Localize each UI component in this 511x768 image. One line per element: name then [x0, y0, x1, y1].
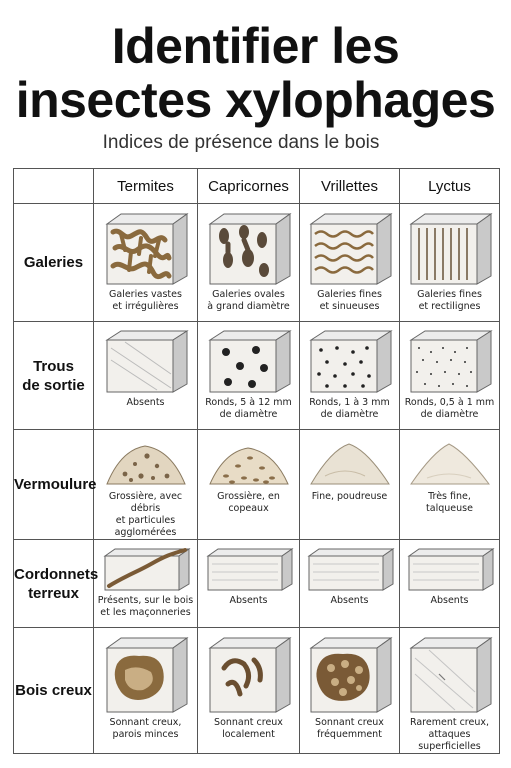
straight-galleries-illustration	[405, 210, 495, 286]
table-row-vermoulure	[14, 430, 500, 540]
caption-vermoulure-termites: Grossière, avec débris et particules agglomérées	[108, 491, 183, 538]
caption-galeries-vrillettes: Galeries fines et sinueuses	[317, 289, 382, 312]
hollow-block-illustration	[101, 634, 191, 714]
row-label-galeries: Galeries	[14, 204, 94, 322]
oval-galleries-illustration	[204, 210, 294, 286]
coarse-debris-pile-illustration	[101, 436, 191, 488]
cell-vermoulure-capricornes	[198, 430, 300, 540]
cell-bois-creux-vrillettes	[300, 628, 400, 754]
row-label-cordonnets: Cordonnets terreux	[14, 540, 94, 628]
table-row-trous	[14, 322, 500, 430]
cell-cordonnets-lyctus	[400, 540, 500, 628]
cell-vermoulure-vrillettes	[300, 430, 400, 540]
powder-pile-illustration	[305, 436, 395, 488]
caption-trous-capricornes: Ronds, 5 à 12 mm de diamètre	[205, 397, 292, 420]
cell-cordonnets-capricornes	[198, 540, 300, 628]
caption-galeries-capricornes: Galeries ovales à grand diamètre	[207, 289, 290, 312]
table-row-cordonnets	[14, 540, 500, 628]
page-title-line1: Identifier les	[111, 18, 400, 74]
cell-galeries-vrillettes	[300, 204, 400, 322]
cell-vermoulure-lyctus	[400, 430, 500, 540]
row-label-vermoulure: Vermoulure	[14, 430, 94, 540]
caption-bois-creux-lyctus: Rarement creux, attaques superficielles	[409, 717, 490, 752]
cell-trous-capricornes	[198, 322, 300, 430]
caption-trous-termites: Absents	[126, 397, 165, 408]
row-label-trous: Trous de sortie	[14, 322, 94, 430]
talc-pile-illustration	[405, 436, 495, 488]
caption-cordonnets-capricornes: Absents	[229, 595, 268, 606]
caption-vermoulure-vrillettes: Fine, poudreuse	[311, 491, 388, 502]
caption-galeries-lyctus: Galeries fines et rectilignes	[417, 289, 482, 312]
small-holes-illustration	[305, 328, 395, 394]
header-row	[14, 169, 500, 204]
caption-trous-lyctus: Ronds, 0,5 à 1 mm de diamètre	[404, 397, 495, 420]
cell-trous-vrillettes	[300, 322, 400, 430]
earth-tube-board-illustration	[101, 546, 191, 592]
irregular-galleries-illustration	[101, 210, 191, 286]
cell-bois-creux-capricornes	[198, 628, 300, 754]
column-header-termites: Termites	[94, 169, 198, 204]
column-header-lyctus: Lyctus	[400, 169, 500, 204]
frequent-hollow-block-illustration	[305, 634, 395, 714]
caption-vermoulure-lyctus: Très fine, talqueuse	[426, 491, 473, 514]
plain-block-illustration	[101, 328, 191, 394]
column-header-vrillettes: Vrillettes	[300, 169, 400, 204]
tiny-holes-illustration	[405, 328, 495, 394]
caption-galeries-termites: Galeries vastes et irrégulières	[109, 289, 182, 312]
table-row-galeries	[14, 204, 500, 322]
plain-board-illustration	[405, 546, 495, 592]
plain-board-illustration	[204, 546, 294, 592]
cell-trous-lyctus	[400, 322, 500, 430]
page-subtitle: Indices de présence dans le bois	[102, 132, 380, 153]
page-title-line2: insectes xylophages	[15, 72, 496, 128]
cell-vermoulure-termites	[94, 430, 198, 540]
caption-cordonnets-lyctus: Absents	[430, 595, 469, 606]
cell-galeries-capricornes	[198, 204, 300, 322]
cell-cordonnets-vrillettes	[300, 540, 400, 628]
identification-table	[13, 168, 500, 754]
fine-sinuous-galleries-illustration	[305, 210, 395, 286]
local-hollow-block-illustration	[204, 634, 294, 714]
column-header-capricornes: Capricornes	[198, 169, 300, 204]
cell-galeries-lyctus	[400, 204, 500, 322]
large-holes-illustration	[204, 328, 294, 394]
corner-cell	[14, 169, 94, 204]
caption-trous-vrillettes: Ronds, 1 à 3 mm de diamètre	[309, 397, 390, 420]
surface-attack-block-illustration	[405, 634, 495, 714]
cell-trous-termites	[94, 322, 198, 430]
caption-bois-creux-capricornes: Sonnant creux localement	[214, 717, 283, 740]
caption-bois-creux-termites: Sonnant creux, parois minces	[109, 717, 182, 740]
plain-board-illustration	[305, 546, 395, 592]
row-label-bois-creux: Bois creux	[14, 628, 94, 754]
cell-galeries-termites	[94, 204, 198, 322]
caption-vermoulure-capricornes: Grossière, en copeaux	[217, 491, 280, 514]
caption-bois-creux-vrillettes: Sonnant creux fréquemment	[315, 717, 384, 740]
table-row-bois-creux	[14, 628, 500, 754]
cell-bois-creux-lyctus	[400, 628, 500, 754]
caption-cordonnets-termites: Présents, sur le bois et les maçonneries	[97, 595, 194, 618]
cell-bois-creux-termites	[94, 628, 198, 754]
caption-cordonnets-vrillettes: Absents	[330, 595, 369, 606]
chips-pile-illustration	[204, 436, 294, 488]
cell-cordonnets-termites	[94, 540, 198, 628]
